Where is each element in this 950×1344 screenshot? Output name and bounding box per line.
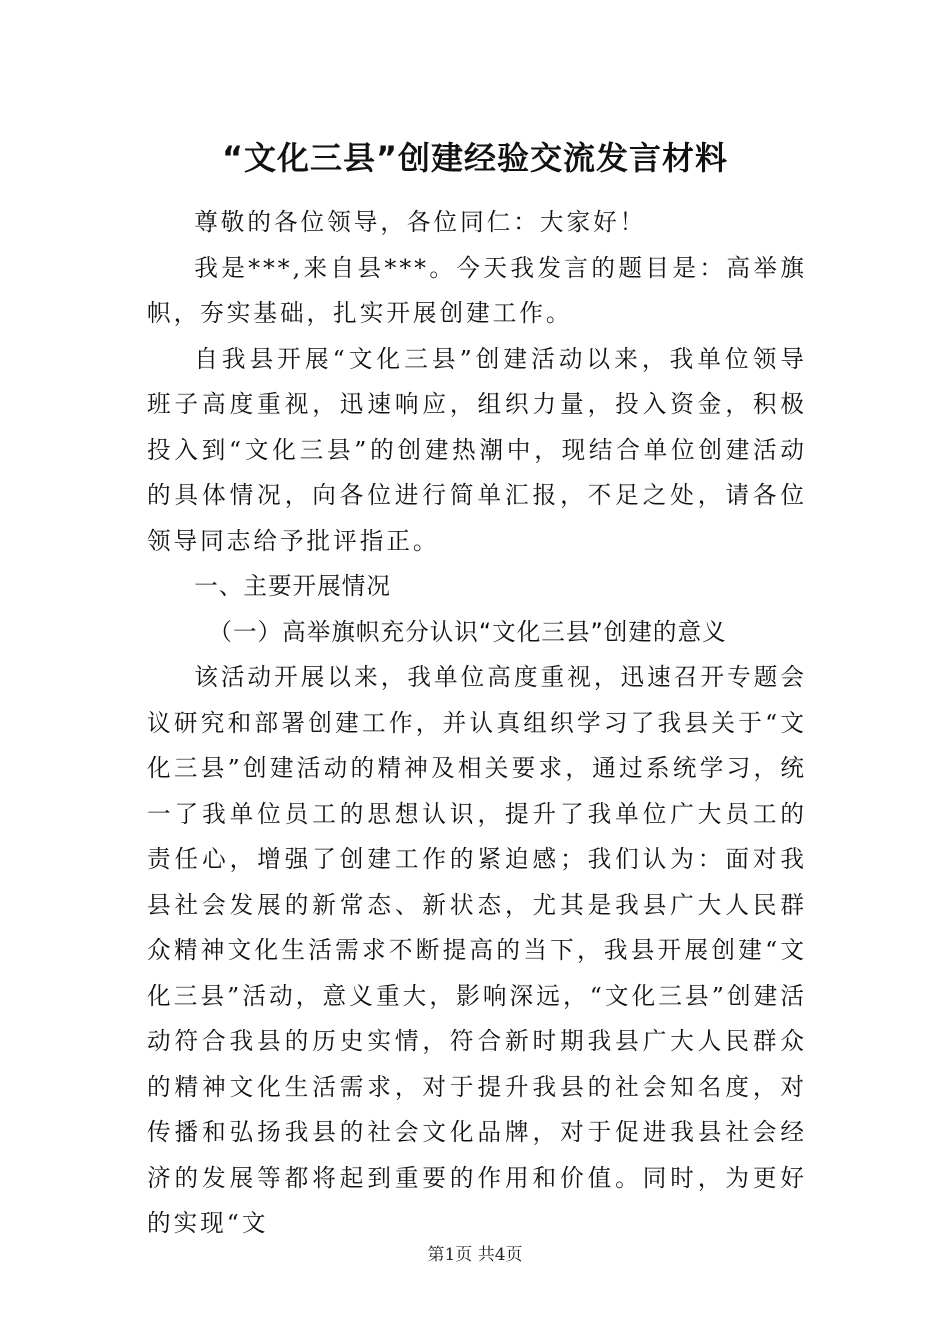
section-heading-1: 一、主要开展情况 (194, 572, 391, 600)
document-title: “文化三县”创建经验交流发言材料 (221, 139, 729, 177)
paragraph-introduction: 我是***,来自县***。今天我发言的题目是：高举旗帜，夯实基础，扎实开展创建工作。 (147, 253, 807, 327)
paragraph-body: 该活动开展以来，我单位高度重视，迅速召开专题会议研究和部署创建工作，并认真组织学习了我县关于“文化三县”创建活动的精神及相关要求，通过系统学习，统一了我单位员工的思想认识，提升了我单位广大员工的责任心，增强了创建工作的紧迫感；我们认为：面对我县社会发展的新常态、新状态，尤其是我县广大人民群众精神文化生活需求不断提高的当下，我县开展创建“文化三县”活动，意义重大，影响深远，“文化三县”创建活动符合我县的历史实情，符合新时期我县广大人民群众的精神文化生活需求，对于提升我县的社会知名度，对传播和弘扬我县的社会文化品牌，对于促进我县社会经济的发展等都将起到重要的作用和价值。同时，为更好的实现“文 (147, 663, 807, 1237)
document-body (147, 200, 807, 1247)
paragraph-overview: 自我县开展“文化三县”创建活动以来，我单位领导班子高度重视，迅速响应，组织力量，投入资金，积极投入到“文化三县”的创建热潮中，现结合单位创建活动的具体情况，向各位进行简单汇报，不足之处，请各位领导同志给予批评指正。 (147, 344, 807, 555)
subsection-heading-1: （一）高举旗帜充分认识“文化三县”创建的意义 (208, 617, 727, 646)
paragraph-greeting: 尊敬的各位领导，各位同仁：大家好！ (194, 208, 647, 236)
page-number: 第1页 共4页 (427, 1245, 523, 1265)
